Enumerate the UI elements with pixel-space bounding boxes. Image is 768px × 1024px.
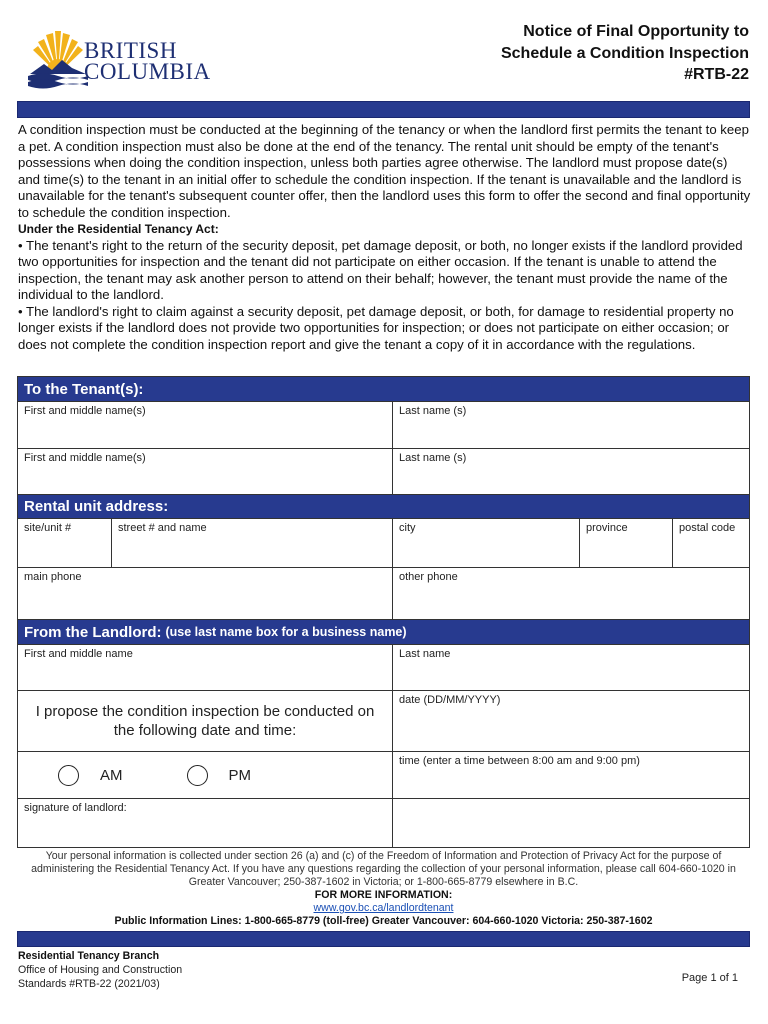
rental-address-row xyxy=(18,518,749,567)
time-row xyxy=(18,751,749,798)
title-line-2: Schedule a Condition Inspection xyxy=(500,44,749,62)
landlord-last-name-field[interactable] xyxy=(392,645,749,690)
branch-info xyxy=(18,949,182,991)
inspection-date-field[interactable] xyxy=(392,691,749,751)
tenant-row-1 xyxy=(18,401,749,448)
inspection-form xyxy=(17,376,750,848)
office-name: Office of Housing and Construction xyxy=(18,964,183,976)
logo-wordmark xyxy=(84,40,211,82)
field-label: main phone xyxy=(24,571,82,583)
other-phone-field[interactable] xyxy=(392,568,749,619)
tenant-2-last-name-field[interactable] xyxy=(392,449,749,494)
tenant-section-heading xyxy=(18,377,749,401)
signature-blank-cell[interactable] xyxy=(392,799,749,847)
city-field[interactable] xyxy=(392,519,579,567)
tenant-1-last-name-field[interactable] xyxy=(392,402,749,448)
field-label: city xyxy=(399,522,416,534)
landlord-heading-note: (use last name box for a business name) xyxy=(165,625,407,639)
field-label: other phone xyxy=(399,571,458,583)
intro-paragraph: A condition inspection must be conducted at the beginning of the tenancy or when the landlord first permits the tenant to keep a pet. A condition inspection must also be done at the end of the tenancy. The rental unit should be empty of the tenant's possessions when doing the condition inspection, unless both parties agree otherwise. The landlord must propose date(s) and time(s) to the tenant in an initial offer to schedule the condition inspection. If the tenant is unavailable and the landlord is unavailable for the tenant's subsequent counter offer, then the landlord uses this form to offer the second and final opportunity to schedule the condition inspection. xyxy=(18,122,751,220)
landlord-heading-text: From the Landlord: xyxy=(24,623,162,641)
privacy-notice: Your personal information is collected under section 26 (a) and (c) of the Freedom of Information and Protection of Privacy Act for the purpose of administering the Residential Tenancy Act. If you have any questions regarding the collection of your personal information, please call 604-660-1020 in Greater Vancouver; 250-387-1602 in Victoria; or 1-800-665-8779 elsewhere in B.C. xyxy=(31,850,736,888)
form-title xyxy=(501,21,749,86)
proposal-text: I propose the condition inspection be conducted on the following date and time: xyxy=(35,703,375,739)
pm-radio[interactable] xyxy=(187,765,208,786)
title-line-1: Notice of Final Opportunity to xyxy=(523,23,749,40)
header-divider-bar xyxy=(17,101,750,118)
pm-label: PM xyxy=(228,766,251,784)
tenant-2-first-name-field[interactable] xyxy=(18,449,392,494)
field-label: First and middle name(s) xyxy=(24,452,146,464)
province-field[interactable] xyxy=(579,519,672,567)
act-bullet-2: • The landlord's right to claim against a security deposit, pet damage deposit, or both, for damage to residential property no longer exists if the landlord does not provide two opportunities for inspection; or does not participate on either occasion; or does not complete the condition inspection report and give the tenant a copy of it in accordance with the regulations. xyxy=(18,303,734,352)
field-label: date (DD/MM/YYYY) xyxy=(399,694,501,706)
signature-row xyxy=(18,798,749,847)
inspection-time-field[interactable] xyxy=(392,752,749,798)
field-label: site/unit # xyxy=(24,522,72,534)
main-phone-field[interactable] xyxy=(18,568,392,619)
landlord-signature-field[interactable] xyxy=(18,799,392,847)
postal-code-field[interactable] xyxy=(672,519,749,567)
title-line-3: #RTB-22 xyxy=(684,66,749,83)
act-bullet-1: • The tenant's right to the return of the security deposit, pet damage deposit, or both, no longer exists if the landlord provided two opportunities for inspection and the tenant did not participate on either occasion. If the tenant is unable to attend the inspection, the tenant may ask another person to attend on their behalf; however, the tenant must provide the name of the individual to the landlord. xyxy=(18,237,743,302)
rental-heading-text: Rental unit address: xyxy=(24,498,169,515)
privacy-footer xyxy=(17,850,750,928)
field-label: postal code xyxy=(679,522,736,534)
rental-phone-row xyxy=(18,567,749,619)
field-label: time (enter a time between 8:00 am and 9:00 pm) xyxy=(399,755,640,767)
field-label: First and middle name(s) xyxy=(24,405,146,417)
proposal-date-row xyxy=(18,690,749,751)
field-label: Last name xyxy=(399,648,451,660)
landlord-first-name-field[interactable] xyxy=(18,645,392,690)
form-standards: Standards #RTB-22 (2021/03) xyxy=(18,978,160,990)
tenant-1-first-name-field[interactable] xyxy=(18,402,392,448)
field-label: province xyxy=(586,522,628,534)
branch-name: Residential Tenancy Branch xyxy=(18,950,160,962)
intro-text xyxy=(18,122,753,353)
landlord-name-row xyxy=(18,644,749,690)
logo-line-2: COLUMBIA xyxy=(84,59,211,84)
act-heading: Under the Residential Tenancy Act: xyxy=(18,222,219,236)
field-label: street # and name xyxy=(118,522,207,534)
field-label: First and middle name xyxy=(24,648,133,660)
tenant-heading-text: To the Tenant(s): xyxy=(24,380,144,398)
site-unit-field[interactable] xyxy=(18,519,111,567)
footer-divider-bar xyxy=(17,931,750,947)
field-label: Last name (s) xyxy=(399,405,467,417)
rtb-website-link[interactable]: www.gov.bc.ca/landlordtenant xyxy=(313,902,454,914)
tenant-row-2 xyxy=(18,448,749,494)
landlord-section-heading xyxy=(18,619,749,644)
street-field[interactable] xyxy=(111,519,392,567)
am-radio[interactable] xyxy=(58,765,79,786)
am-pm-selector xyxy=(18,752,392,798)
am-label: AM xyxy=(100,766,123,784)
logo-line-1: BRITISH xyxy=(84,38,177,63)
public-info-lines: Public Information Lines: 1-800-665-8779 (toll-free) Greater Vancouver: 604-660-1020 Victoria: 250-387-1602 xyxy=(114,915,653,927)
field-label: Last name (s) xyxy=(399,452,467,464)
page-number: Page 1 of 1 xyxy=(681,972,738,984)
page-header xyxy=(0,0,768,100)
field-label: signature of landlord: xyxy=(24,802,127,814)
more-info-heading: FOR MORE INFORMATION: xyxy=(314,889,453,901)
rental-section-heading xyxy=(18,494,749,518)
proposal-statement xyxy=(18,691,392,751)
